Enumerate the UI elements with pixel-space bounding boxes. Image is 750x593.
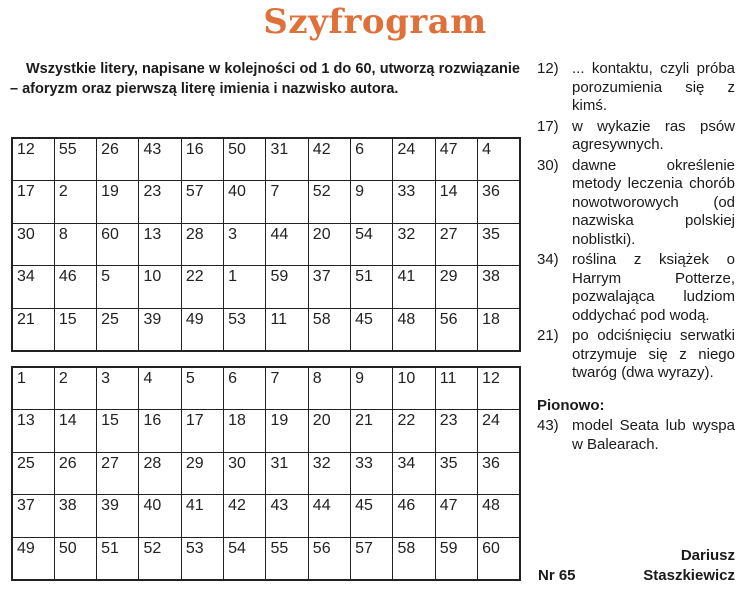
clue-item	[537, 157, 735, 250]
answer-grid-cell[interactable]: 44	[308, 495, 350, 537]
code-grid-row	[12, 138, 520, 181]
author	[643, 546, 735, 586]
intro-text: Wszystkie litery, napisane w kolejności od 1 do 60, utworzą rozwiązanie – aforyzm oraz pierwszą literę imienia i nazwisko autora.	[10, 61, 520, 97]
code-grid-cell[interactable]: 52	[308, 181, 350, 223]
answer-grid-cell[interactable]: 48	[478, 495, 520, 537]
answer-grid-cell[interactable]: 39	[97, 495, 139, 537]
answer-grid-row	[12, 495, 520, 537]
code-grid-cell[interactable]: 20	[308, 223, 350, 265]
code-grid-cell[interactable]: 2	[54, 181, 96, 223]
author-first-name: Dariusz	[680, 547, 735, 564]
answer-grid-cell[interactable]: 55	[266, 537, 308, 580]
answer-grid-cell[interactable]: 3	[97, 367, 139, 410]
code-grid-cell[interactable]: 11	[266, 308, 308, 351]
answer-grid-cell[interactable]: 59	[435, 537, 477, 580]
answer-grid-cell[interactable]: 16	[139, 410, 181, 452]
puzzle-title: Szyfrogram	[263, 2, 487, 42]
code-grid-cell[interactable]: 29	[435, 266, 477, 308]
clue-number: 12)	[537, 60, 559, 77]
code-grid-cell[interactable]: 10	[139, 266, 181, 308]
answer-grid-cell[interactable]: 22	[393, 410, 435, 452]
vertical-clues	[537, 417, 735, 454]
code-grid-cell[interactable]: 28	[181, 223, 223, 265]
clue-text: w wykazie ras psów agresywnych.	[572, 117, 735, 153]
answer-grid-cell[interactable]: 26	[54, 452, 96, 494]
answer-grid-cell[interactable]: 45	[351, 495, 393, 537]
clue-number: 34)	[537, 251, 559, 268]
answer-grid-cell[interactable]: 14	[54, 410, 96, 452]
code-grid-cell[interactable]: 53	[224, 308, 266, 351]
code-grid-cell[interactable]: 8	[54, 223, 96, 265]
answer-grid-cell[interactable]: 56	[308, 537, 350, 580]
answer-grid-cell[interactable]: 23	[435, 410, 477, 452]
answer-grid-cell[interactable]: 19	[266, 410, 308, 452]
code-grid-cell[interactable]: 48	[393, 308, 435, 351]
code-grid-cell[interactable]: 16	[181, 138, 223, 181]
answer-grid-cell[interactable]: 38	[54, 495, 96, 537]
code-grid-cell[interactable]: 40	[224, 181, 266, 223]
clue-item	[537, 327, 735, 383]
code-grid-cell[interactable]: 42	[308, 138, 350, 181]
code-grid-cell[interactable]: 26	[97, 138, 139, 181]
answer-grid-cell[interactable]: 33	[351, 452, 393, 494]
answer-grid-cell[interactable]: 11	[435, 367, 477, 410]
code-grid-cell[interactable]: 15	[54, 308, 96, 351]
answer-grid	[11, 366, 521, 581]
answer-grid-cell[interactable]: 4	[139, 367, 181, 410]
answer-grid-cell[interactable]: 17	[181, 410, 223, 452]
horizontal-clues	[537, 60, 735, 383]
code-grid-cell[interactable]: 56	[435, 308, 477, 351]
answer-grid-cell[interactable]: 8	[308, 367, 350, 410]
vertical-heading: Pionowo:	[537, 396, 605, 414]
code-grid-cell[interactable]: 1	[224, 266, 266, 308]
code-grid-cell[interactable]: 45	[351, 308, 393, 351]
answer-grid-row	[12, 367, 520, 410]
answer-grid-cell[interactable]: 31	[266, 452, 308, 494]
answer-grid-cell[interactable]: 49	[12, 537, 54, 580]
answer-grid-cell[interactable]: 32	[308, 452, 350, 494]
code-grid-cell[interactable]: 12	[12, 138, 54, 181]
answer-grid-cell[interactable]: 30	[224, 452, 266, 494]
code-grid-cell[interactable]: 46	[54, 266, 96, 308]
code-grid-cell[interactable]: 4	[478, 138, 520, 181]
answer-grid-cell[interactable]: 52	[139, 537, 181, 580]
clue-item	[537, 118, 735, 155]
answer-grid-cell[interactable]: 60	[478, 537, 520, 580]
answer-grid-cell[interactable]: 46	[393, 495, 435, 537]
code-grid-cell[interactable]: 43	[139, 138, 181, 181]
answer-grid-cell[interactable]: 42	[224, 495, 266, 537]
code-grid-cell[interactable]: 30	[12, 223, 54, 265]
code-grid-cell[interactable]: 36	[478, 181, 520, 223]
code-grid-cell[interactable]: 33	[393, 181, 435, 223]
answer-grid-cell[interactable]: 1	[12, 367, 54, 410]
clue-number: 21)	[537, 327, 559, 344]
code-grid-cell[interactable]: 49	[181, 308, 223, 351]
code-grid-cell[interactable]: 31	[266, 138, 308, 181]
code-grid-cell[interactable]: 37	[308, 266, 350, 308]
answer-grid-cell[interactable]: 15	[97, 410, 139, 452]
code-grid-cell[interactable]: 59	[266, 266, 308, 308]
code-grid-cell[interactable]: 7	[266, 181, 308, 223]
clue-number: 30)	[537, 156, 559, 174]
code-grid-cell[interactable]: 54	[351, 223, 393, 265]
code-grid-cell[interactable]: 6	[351, 138, 393, 181]
code-grid-cell[interactable]: 51	[351, 266, 393, 308]
code-grid-cell[interactable]: 22	[181, 266, 223, 308]
answer-grid-cell[interactable]: 35	[435, 452, 477, 494]
code-grid-cell[interactable]: 13	[139, 223, 181, 265]
answer-grid-cell[interactable]: 34	[393, 452, 435, 494]
clue-text: roślina z książek o Harrym Potterze, pozwalająca ludziom oddychać pod wodą.	[572, 251, 735, 324]
answer-grid-cell[interactable]: 25	[12, 452, 54, 494]
code-grid-cell[interactable]: 27	[435, 223, 477, 265]
clue-text: ... kontaktu, czyli próba porozumienia się z kimś.	[572, 60, 735, 114]
answer-grid-cell[interactable]: 57	[351, 537, 393, 580]
clue-text: model Seata lub wyspa w Balearach.	[572, 417, 735, 453]
answer-grid-cell[interactable]: 7	[266, 367, 308, 410]
clue-number: 43)	[537, 417, 559, 434]
answer-grid-cell[interactable]: 36	[478, 452, 520, 494]
answer-grid-cell[interactable]: 9	[351, 367, 393, 410]
answer-grid-cell[interactable]: 40	[139, 495, 181, 537]
code-grid-cell[interactable]: 35	[478, 223, 520, 265]
answer-grid-cell[interactable]: 2	[54, 367, 96, 410]
answer-grid-row	[12, 537, 520, 580]
code-grid-row	[12, 266, 520, 308]
code-grid-cell[interactable]: 32	[393, 223, 435, 265]
answer-grid-cell[interactable]: 58	[393, 537, 435, 580]
answer-grid-cell[interactable]: 20	[308, 410, 350, 452]
code-grid-cell[interactable]: 19	[97, 181, 139, 223]
code-grid-cell[interactable]: 14	[435, 181, 477, 223]
answer-grid-cell[interactable]: 53	[181, 537, 223, 580]
clue-item	[537, 251, 735, 325]
answer-grid-cell[interactable]: 12	[478, 367, 520, 410]
answer-grid-cell[interactable]: 51	[97, 537, 139, 580]
clue-item	[537, 417, 735, 454]
code-grid-cell[interactable]: 18	[478, 308, 520, 351]
code-grid-cell[interactable]: 60	[97, 223, 139, 265]
answer-grid-cell[interactable]: 28	[139, 452, 181, 494]
code-grid	[11, 137, 521, 352]
code-grid-row	[12, 181, 520, 223]
code-grid-cell[interactable]: 38	[478, 266, 520, 308]
code-grid-cell[interactable]: 41	[393, 266, 435, 308]
clue-number: 17)	[537, 117, 559, 135]
code-grid-cell[interactable]: 5	[97, 266, 139, 308]
issue-number: Nr 65	[538, 567, 576, 584]
answer-grid-cell[interactable]: 18	[224, 410, 266, 452]
clues-column	[537, 60, 735, 456]
code-grid-cell[interactable]: 55	[54, 138, 96, 181]
code-grid-cell[interactable]: 50	[224, 138, 266, 181]
code-grid-row	[12, 223, 520, 265]
code-grid-row	[12, 308, 520, 351]
answer-grid-cell[interactable]: 47	[435, 495, 477, 537]
code-grid-cell[interactable]: 39	[139, 308, 181, 351]
author-last-name: Staszkiewicz	[643, 567, 735, 584]
clue-text: po odciśnięciu serwatki otrzymuje się z niego twaróg (dwa wyrazy).	[572, 327, 735, 381]
answer-grid-row	[12, 452, 520, 494]
code-grid-cell[interactable]: 47	[435, 138, 477, 181]
answer-grid-cell[interactable]: 21	[351, 410, 393, 452]
answer-grid-cell[interactable]: 10	[393, 367, 435, 410]
code-grid-cell[interactable]: 44	[266, 223, 308, 265]
answer-grid-cell[interactable]: 29	[181, 452, 223, 494]
answer-grid-cell[interactable]: 43	[266, 495, 308, 537]
answer-grid-cell[interactable]: 37	[12, 495, 54, 537]
answer-grid-row	[12, 410, 520, 452]
code-grid-cell[interactable]: 25	[97, 308, 139, 351]
code-grid-cell[interactable]: 57	[181, 181, 223, 223]
clue-item	[537, 60, 735, 116]
code-grid-cell[interactable]: 34	[12, 266, 54, 308]
answer-grid-cell[interactable]: 6	[224, 367, 266, 410]
answer-grid-cell[interactable]: 27	[97, 452, 139, 494]
code-grid-cell[interactable]: 9	[351, 181, 393, 223]
answer-grid-cell[interactable]: 54	[224, 537, 266, 580]
answer-grid-cell[interactable]: 24	[478, 410, 520, 452]
code-grid-cell[interactable]: 21	[12, 308, 54, 351]
code-grid-cell[interactable]: 3	[224, 223, 266, 265]
answer-grid-cell[interactable]: 13	[12, 410, 54, 452]
clue-text: dawne określenie metody leczenia chorób nowotworowych (od nazwiska polskiej noblistki).	[572, 156, 735, 248]
answer-grid-cell[interactable]: 41	[181, 495, 223, 537]
code-grid-cell[interactable]: 17	[12, 181, 54, 223]
answer-grid-cell[interactable]: 50	[54, 537, 96, 580]
code-grid-cell[interactable]: 58	[308, 308, 350, 351]
answer-grid-cell[interactable]: 5	[181, 367, 223, 410]
code-grid-cell[interactable]: 24	[393, 138, 435, 181]
code-grid-cell[interactable]: 23	[139, 181, 181, 223]
